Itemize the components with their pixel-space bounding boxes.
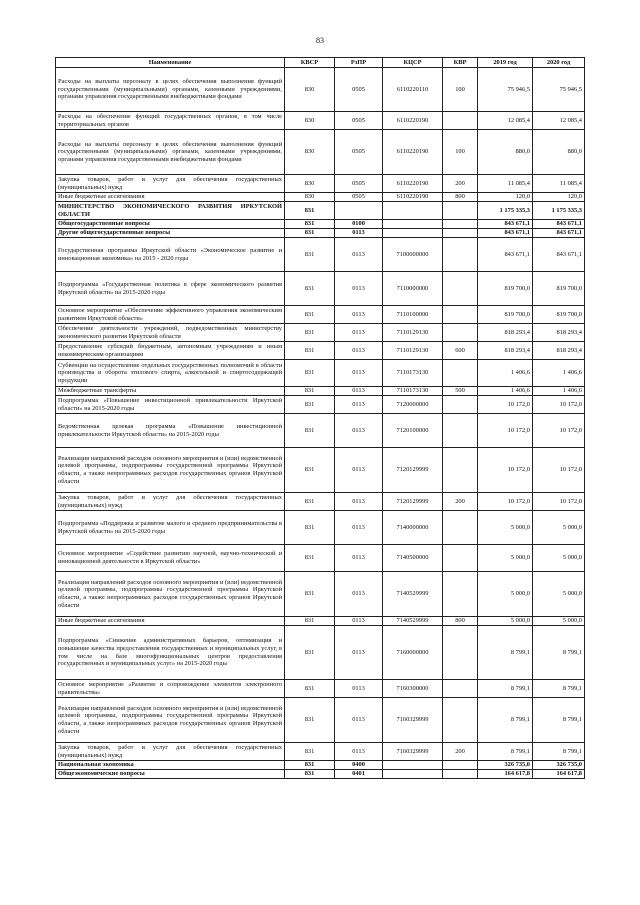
cell-2019: 8 799,1 xyxy=(478,680,533,698)
cell-kvr xyxy=(443,761,478,770)
table-row xyxy=(56,220,585,229)
cell-kvsr: 831 xyxy=(285,238,335,272)
cell-kcsr: 7140000000 xyxy=(383,511,443,545)
cell-kcsr: 7110173130 xyxy=(383,387,443,396)
cell-kcsr: 7120000000 xyxy=(383,396,443,414)
cell-2019: 5 000,0 xyxy=(478,572,533,617)
cell-kvr xyxy=(443,626,478,680)
table-body xyxy=(56,68,585,779)
cell-kvr xyxy=(443,238,478,272)
table-row xyxy=(56,572,585,617)
cell-rzpr: 0505 xyxy=(335,112,383,130)
cell-kcsr: 6110220190 xyxy=(383,112,443,130)
cell-name: Основное мероприятие «Развитие и сопровождение элементов электронного правительства» xyxy=(56,680,285,698)
cell-kvsr: 831 xyxy=(285,545,335,572)
cell-name: Обеспечение деятельности учреждений, подведомственных министерству экономического развития Иркутской области xyxy=(56,324,285,342)
table-row xyxy=(56,272,585,306)
page-number: 83 xyxy=(316,36,324,45)
cell-rzpr: 0113 xyxy=(335,743,383,761)
cell-rzpr: 0113 xyxy=(335,229,383,238)
cell-rzpr xyxy=(335,202,383,220)
cell-rzpr: 0113 xyxy=(335,617,383,626)
table-row xyxy=(56,175,585,193)
cell-kvr xyxy=(443,448,478,493)
cell-kvsr: 830 xyxy=(285,112,335,130)
cell-kcsr: 6110220110 xyxy=(383,68,443,112)
table-row xyxy=(56,698,585,743)
cell-kvsr: 831 xyxy=(285,202,335,220)
cell-kvr: 800 xyxy=(443,193,478,202)
cell-kvsr: 831 xyxy=(285,229,335,238)
cell-kvsr: 830 xyxy=(285,130,335,175)
cell-2019: 5 000,0 xyxy=(478,545,533,572)
cell-kcsr: 7120129999 xyxy=(383,493,443,511)
cell-kcsr: 7160329999 xyxy=(383,698,443,743)
cell-2020: 8 799,1 xyxy=(533,698,585,743)
cell-name: Расходы на выплаты персоналу в целях обеспечения выполнения функций государственными (муниципальными) органами, казенными учреждениями, органами управления государственными внебюджетными фондами xyxy=(56,68,285,112)
cell-2020: 1 175 335,3 xyxy=(533,202,585,220)
table-row xyxy=(56,130,585,175)
cell-name: Межбюджетные трансферты xyxy=(56,387,285,396)
cell-kvsr: 830 xyxy=(285,193,335,202)
cell-rzpr: 0113 xyxy=(335,306,383,324)
cell-rzpr: 0505 xyxy=(335,175,383,193)
cell-2020: 818 293,4 xyxy=(533,324,585,342)
table-row xyxy=(56,68,585,112)
cell-kcsr: 7140529999 xyxy=(383,572,443,617)
cell-2019: 843 671,1 xyxy=(478,238,533,272)
cell-kvsr: 831 xyxy=(285,324,335,342)
cell-2019: 326 735,0 xyxy=(478,761,533,770)
cell-2020: 1 406,6 xyxy=(533,387,585,396)
cell-name: Предоставление субсидий бюджетным, автономным учреждениям и иным некоммерческим организациям xyxy=(56,342,285,360)
cell-kvr xyxy=(443,272,478,306)
cell-name: Общегосударственные вопросы xyxy=(56,220,285,229)
cell-2020: 819 700,0 xyxy=(533,272,585,306)
cell-rzpr: 0401 xyxy=(335,770,383,779)
cell-2019: 880,0 xyxy=(478,130,533,175)
cell-2020: 880,0 xyxy=(533,130,585,175)
cell-kvsr: 831 xyxy=(285,572,335,617)
cell-kvsr: 831 xyxy=(285,387,335,396)
cell-name: МИНИСТЕРСТВО ЭКОНОМИЧЕСКОГО РАЗВИТИЯ ИРКУТСКОЙ ОБЛАСТИ xyxy=(56,202,285,220)
cell-2020: 8 799,1 xyxy=(533,680,585,698)
cell-kvr xyxy=(443,112,478,130)
cell-name: Реализация направлений расходов основного мероприятия и (или) ведомственной целевой программы, подпрограммы государственной программы Иркутской области, а также непрограммных расходов государственных органов Иркутской области xyxy=(56,698,285,743)
cell-rzpr: 0400 xyxy=(335,761,383,770)
cell-name: Национальная экономика xyxy=(56,761,285,770)
header-2019: 2019 год xyxy=(478,58,533,68)
cell-name: Ведомственная целевая программа «Повышение инвестиционной привлекательности Иркутской области» на 2015-2020 годы xyxy=(56,414,285,448)
cell-name: Подпрограмма «Повышение инвестиционной привлекательности Иркутской области» на 2015-2020 годы xyxy=(56,396,285,414)
cell-kvr: 500 xyxy=(443,387,478,396)
table-row xyxy=(56,511,585,545)
cell-2020: 819 700,0 xyxy=(533,306,585,324)
cell-2019: 12 085,4 xyxy=(478,112,533,130)
header-2020: 2020 год xyxy=(533,58,585,68)
cell-kcsr: 7160000000 xyxy=(383,626,443,680)
cell-kcsr: 7110129130 xyxy=(383,342,443,360)
cell-kcsr: 7110173130 xyxy=(383,360,443,387)
cell-name: Подпрограмма «Снижение административных барьеров, оптимизация и повышение качества предоставления государственных и муниципальных услуг, в том числе на базе многофункциональных центров предоставления государственных и муниципальных услуг» на 2015-2020 годы xyxy=(56,626,285,680)
cell-2020: 10 172,0 xyxy=(533,396,585,414)
cell-kvr xyxy=(443,511,478,545)
cell-name: Расходы на выплаты персоналу в целях обеспечения выполнения функций государственными (муниципальными) органами, казенными учреждениями, органами управления государственными внебюджетными фондами xyxy=(56,130,285,175)
cell-kvsr: 831 xyxy=(285,680,335,698)
cell-name: Общеэкономические вопросы xyxy=(56,770,285,779)
cell-2020: 10 172,0 xyxy=(533,448,585,493)
cell-rzpr: 0113 xyxy=(335,545,383,572)
cell-name: Подпрограмма «Поддержка и развитие малого и среднего предпринимательства в Иркутской области» на 2015-2020 годы xyxy=(56,511,285,545)
cell-name: Реализация направлений расходов основного мероприятия и (или) ведомственной целевой программы, подпрограммы государственной программы Иркутской области, а также непрограммных расходов государственных органов Иркутской области xyxy=(56,572,285,617)
cell-rzpr: 0113 xyxy=(335,396,383,414)
table-row xyxy=(56,112,585,130)
table-row xyxy=(56,545,585,572)
header-kvr: КВР xyxy=(443,58,478,68)
cell-rzpr: 0113 xyxy=(335,511,383,545)
cell-2019: 120,0 xyxy=(478,193,533,202)
table-row xyxy=(56,387,585,396)
header-name: Наименование xyxy=(56,58,285,68)
table-row xyxy=(56,414,585,448)
table-row xyxy=(56,396,585,414)
cell-name: Закупка товаров, работ и услуг для обеспечения государственных (муниципальных) нужд xyxy=(56,743,285,761)
cell-2020: 326 735,0 xyxy=(533,761,585,770)
table-row xyxy=(56,761,585,770)
cell-kcsr: 7160300000 xyxy=(383,680,443,698)
cell-kvr xyxy=(443,572,478,617)
cell-kvr: 800 xyxy=(443,617,478,626)
cell-rzpr: 0505 xyxy=(335,193,383,202)
cell-kvr xyxy=(443,324,478,342)
cell-name: Закупка товаров, работ и услуг для обеспечения государственных (муниципальных) нужд xyxy=(56,175,285,193)
cell-rzpr: 0113 xyxy=(335,493,383,511)
cell-rzpr: 0113 xyxy=(335,626,383,680)
cell-2019: 164 617,8 xyxy=(478,770,533,779)
cell-2020: 8 799,1 xyxy=(533,626,585,680)
cell-2020: 10 172,0 xyxy=(533,493,585,511)
table-row xyxy=(56,680,585,698)
cell-kvsr: 831 xyxy=(285,360,335,387)
cell-2019: 843 671,1 xyxy=(478,220,533,229)
cell-kvr xyxy=(443,229,478,238)
cell-kvr: 200 xyxy=(443,743,478,761)
cell-kcsr xyxy=(383,202,443,220)
cell-name: Субвенции на осуществление отдельных государственных полномочий в области производства и оборота этилового спирта, алкогольной и спиртосодержащей продукции xyxy=(56,360,285,387)
cell-2019: 10 172,0 xyxy=(478,448,533,493)
cell-name: Реализация направлений расходов основного мероприятия и (или) ведомственной целевой программы, подпрограммы государственной программы Иркутской области, а также непрограммных расходов государственных органов Иркутской области xyxy=(56,448,285,493)
cell-kcsr: 7140500000 xyxy=(383,545,443,572)
cell-kcsr xyxy=(383,220,443,229)
cell-kcsr: 7110000000 xyxy=(383,272,443,306)
cell-2019: 5 000,0 xyxy=(478,617,533,626)
table-header-row xyxy=(56,58,585,68)
cell-rzpr: 0100 xyxy=(335,220,383,229)
table-row xyxy=(56,202,585,220)
cell-2019: 8 799,1 xyxy=(478,626,533,680)
cell-2019: 5 000,0 xyxy=(478,511,533,545)
cell-2019: 10 172,0 xyxy=(478,493,533,511)
cell-2019: 819 700,0 xyxy=(478,306,533,324)
cell-kvsr: 831 xyxy=(285,770,335,779)
cell-rzpr: 0113 xyxy=(335,342,383,360)
cell-kcsr: 7110129130 xyxy=(383,324,443,342)
cell-name: Основное мероприятие «Содействие развитию научной, научно-технической и инновационной деятельности в Иркутской области» xyxy=(56,545,285,572)
cell-kvsr: 831 xyxy=(285,306,335,324)
table-row xyxy=(56,324,585,342)
cell-2020: 5 000,0 xyxy=(533,617,585,626)
cell-kvsr: 831 xyxy=(285,493,335,511)
cell-2020: 8 799,1 xyxy=(533,743,585,761)
cell-kcsr xyxy=(383,229,443,238)
cell-2020: 5 000,0 xyxy=(533,572,585,617)
table-row xyxy=(56,360,585,387)
cell-2020: 12 085,4 xyxy=(533,112,585,130)
cell-name: Государственная программа Иркутской области «Экономическое развитие и инновационная экономика» на 2015 - 2020 годы xyxy=(56,238,285,272)
cell-name: Другие общегосударственные вопросы xyxy=(56,229,285,238)
cell-rzpr: 0113 xyxy=(335,238,383,272)
cell-2019: 8 799,1 xyxy=(478,743,533,761)
cell-2019: 819 700,0 xyxy=(478,272,533,306)
cell-kvsr: 830 xyxy=(285,68,335,112)
cell-2020: 843 671,1 xyxy=(533,220,585,229)
cell-kvr xyxy=(443,414,478,448)
cell-rzpr: 0113 xyxy=(335,448,383,493)
cell-2020: 10 172,0 xyxy=(533,414,585,448)
cell-2019: 10 172,0 xyxy=(478,396,533,414)
cell-kvsr: 831 xyxy=(285,698,335,743)
cell-name: Расходы на обеспечение функций государственных органов, в том числе территориальных органов xyxy=(56,112,285,130)
cell-kvr xyxy=(443,680,478,698)
table-row xyxy=(56,493,585,511)
header-rzpr: РзПР xyxy=(335,58,383,68)
cell-2020: 818 293,4 xyxy=(533,342,585,360)
cell-kvr xyxy=(443,396,478,414)
cell-name: Подпрограмма «Государственная политика в сфере экономического развития Иркутской области» на 2015-2020 годы xyxy=(56,272,285,306)
cell-2020: 1 406,6 xyxy=(533,360,585,387)
cell-kvsr: 831 xyxy=(285,511,335,545)
cell-name: Иные бюджетные ассигнования xyxy=(56,617,285,626)
cell-2019: 75 946,5 xyxy=(478,68,533,112)
cell-rzpr: 0113 xyxy=(335,360,383,387)
cell-kvsr: 831 xyxy=(285,743,335,761)
cell-kvr: 100 xyxy=(443,68,478,112)
cell-2020: 5 000,0 xyxy=(533,545,585,572)
cell-kvr: 600 xyxy=(443,342,478,360)
cell-kvr xyxy=(443,770,478,779)
table-row xyxy=(56,229,585,238)
cell-kvsr: 830 xyxy=(285,175,335,193)
table-row xyxy=(56,306,585,324)
cell-2019: 10 172,0 xyxy=(478,414,533,448)
header-kcsr: КЦСР xyxy=(383,58,443,68)
cell-kcsr xyxy=(383,770,443,779)
cell-2020: 75 946,5 xyxy=(533,68,585,112)
cell-rzpr: 0113 xyxy=(335,414,383,448)
table-row xyxy=(56,626,585,680)
cell-kcsr: 6110220190 xyxy=(383,175,443,193)
budget-table xyxy=(55,57,585,779)
cell-2019: 818 293,4 xyxy=(478,324,533,342)
table-row xyxy=(56,770,585,779)
cell-kvr: 200 xyxy=(443,175,478,193)
cell-2019: 1 406,6 xyxy=(478,387,533,396)
cell-kcsr: 6110220190 xyxy=(383,130,443,175)
cell-kvr: 100 xyxy=(443,130,478,175)
cell-kvr xyxy=(443,202,478,220)
cell-2019: 8 799,1 xyxy=(478,698,533,743)
cell-kcsr: 7140529999 xyxy=(383,617,443,626)
cell-kvsr: 831 xyxy=(285,626,335,680)
cell-2020: 11 085,4 xyxy=(533,175,585,193)
cell-kvr xyxy=(443,306,478,324)
table-row xyxy=(56,743,585,761)
cell-2020: 5 000,0 xyxy=(533,511,585,545)
cell-kcsr: 7160329999 xyxy=(383,743,443,761)
cell-rzpr: 0113 xyxy=(335,572,383,617)
table-row xyxy=(56,342,585,360)
cell-rzpr: 0113 xyxy=(335,680,383,698)
cell-name: Иные бюджетные ассигнования xyxy=(56,193,285,202)
cell-name: Закупка товаров, работ и услуг для обеспечения государственных (муниципальных) нужд xyxy=(56,493,285,511)
cell-kcsr: 7120100000 xyxy=(383,414,443,448)
table-row xyxy=(56,193,585,202)
cell-kvr xyxy=(443,545,478,572)
cell-2019: 818 293,4 xyxy=(478,342,533,360)
cell-2019: 843 671,1 xyxy=(478,229,533,238)
cell-kvr xyxy=(443,360,478,387)
cell-kvr: 200 xyxy=(443,493,478,511)
cell-kcsr: 7110100000 xyxy=(383,306,443,324)
cell-rzpr: 0113 xyxy=(335,698,383,743)
cell-kvsr: 831 xyxy=(285,342,335,360)
cell-2019: 1 175 335,3 xyxy=(478,202,533,220)
cell-kvr xyxy=(443,220,478,229)
table-row xyxy=(56,617,585,626)
cell-kcsr xyxy=(383,761,443,770)
cell-rzpr: 0113 xyxy=(335,324,383,342)
cell-rzpr: 0505 xyxy=(335,130,383,175)
cell-kvsr: 831 xyxy=(285,448,335,493)
header-kvsr: КВСР xyxy=(285,58,335,68)
table-row xyxy=(56,238,585,272)
cell-kcsr: 6110220190 xyxy=(383,193,443,202)
cell-2019: 1 406,6 xyxy=(478,360,533,387)
cell-kvsr: 831 xyxy=(285,272,335,306)
cell-2019: 11 085,4 xyxy=(478,175,533,193)
cell-kvsr: 831 xyxy=(285,617,335,626)
cell-kvsr: 831 xyxy=(285,414,335,448)
cell-kcsr: 7120129999 xyxy=(383,448,443,493)
cell-kvsr: 831 xyxy=(285,396,335,414)
cell-kvr xyxy=(443,698,478,743)
cell-kvsr: 831 xyxy=(285,761,335,770)
cell-rzpr: 0505 xyxy=(335,68,383,112)
cell-2020: 843 671,1 xyxy=(533,238,585,272)
cell-2020: 164 617,8 xyxy=(533,770,585,779)
cell-2020: 120,0 xyxy=(533,193,585,202)
table-row xyxy=(56,448,585,493)
cell-kvsr: 831 xyxy=(285,220,335,229)
cell-2020: 843 671,1 xyxy=(533,229,585,238)
cell-rzpr: 0113 xyxy=(335,387,383,396)
cell-rzpr: 0113 xyxy=(335,272,383,306)
cell-kcsr: 7100000000 xyxy=(383,238,443,272)
cell-name: Основное мероприятие «Обеспечение эффективного управления экономическим развитием Иркутской области» xyxy=(56,306,285,324)
